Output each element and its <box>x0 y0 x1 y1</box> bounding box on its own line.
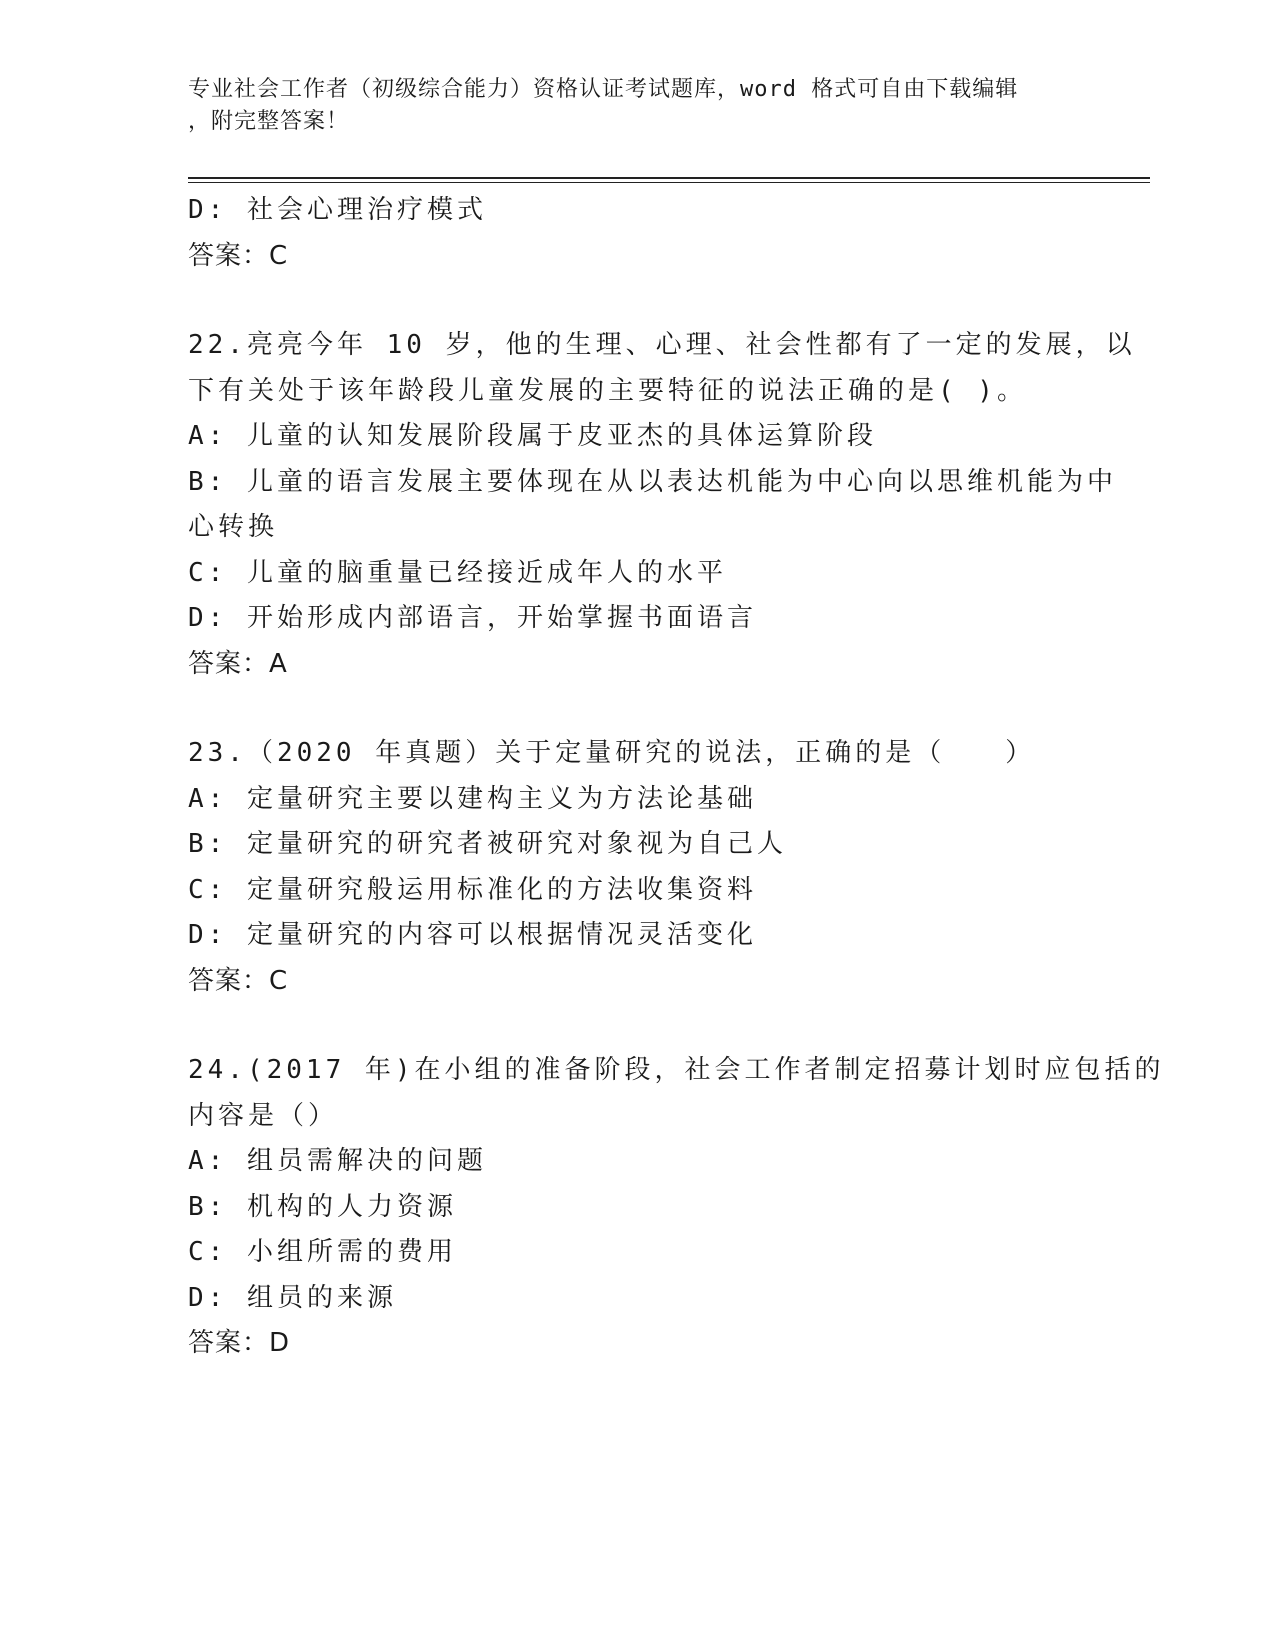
header-line-1: 专业社会工作者（初级综合能力）资格认证考试题库，word 格式可自由下载编辑 <box>188 77 1019 102</box>
question-stem: 内容是（） <box>188 1100 339 1131</box>
document-header <box>188 74 1068 138</box>
question-stem: 24.(2017 年)在小组的准备阶段，社会工作者制定招募计划时应包括的 <box>188 1055 1165 1085</box>
document-body <box>188 188 1165 1367</box>
question-22 <box>188 323 1136 687</box>
answer: 答案：C <box>188 240 289 271</box>
question-stem: 23.（2020 年真题）关于定量研究的说法，正确的是（ ） <box>188 738 1036 768</box>
question-stem: 下有关处于该年龄段儿童发展的主要特征的说法正确的是( )。 <box>188 375 1027 406</box>
option-a: A: 儿童的认知发展阶段属于皮亚杰的具体运算阶段 <box>188 421 877 451</box>
answer: 答案：C <box>188 965 289 996</box>
header-divider <box>188 177 1150 183</box>
question-24 <box>188 1048 1165 1367</box>
option-b: B: 机构的人力资源 <box>188 1191 457 1222</box>
answer: 答案：A <box>188 648 288 679</box>
option-c: C: 定量研究般运用标准化的方法收集资料 <box>188 874 757 905</box>
answer: 答案：D <box>188 1328 291 1358</box>
spacer <box>188 279 1088 323</box>
question-23 <box>188 731 1088 1004</box>
option-a: A: 定量研究主要以建构主义为方法论基础 <box>188 783 757 814</box>
question-stem: 22.亮亮今年 10 岁，他的生理、心理、社会性都有了一定的发展，以 <box>188 330 1136 360</box>
option-d: D: 开始形成内部语言，开始掌握书面语言 <box>188 603 757 633</box>
spacer <box>188 1004 1088 1048</box>
option-c: C: 小组所需的费用 <box>188 1237 457 1267</box>
spacer <box>188 687 1088 731</box>
option-b: B: 定量研究的研究者被研究对象视为自己人 <box>188 829 787 859</box>
question-21-tail <box>188 188 1088 279</box>
option-d: D: 社会心理治疗模式 <box>188 195 487 225</box>
option-a: A: 组员需解决的问题 <box>188 1146 487 1176</box>
option-b: B: 儿童的语言发展主要体现在从以表达机能为中心向以思维机能为中 <box>188 466 1117 497</box>
option-d: D: 组员的来源 <box>188 1282 397 1313</box>
option-c: C: 儿童的脑重量已经接近成年人的水平 <box>188 557 727 588</box>
header-line-2: ，附完整答案！ <box>188 109 350 134</box>
option-d: D: 定量研究的内容可以根据情况灵活变化 <box>188 920 757 950</box>
option-b: 心转换 <box>188 512 279 542</box>
